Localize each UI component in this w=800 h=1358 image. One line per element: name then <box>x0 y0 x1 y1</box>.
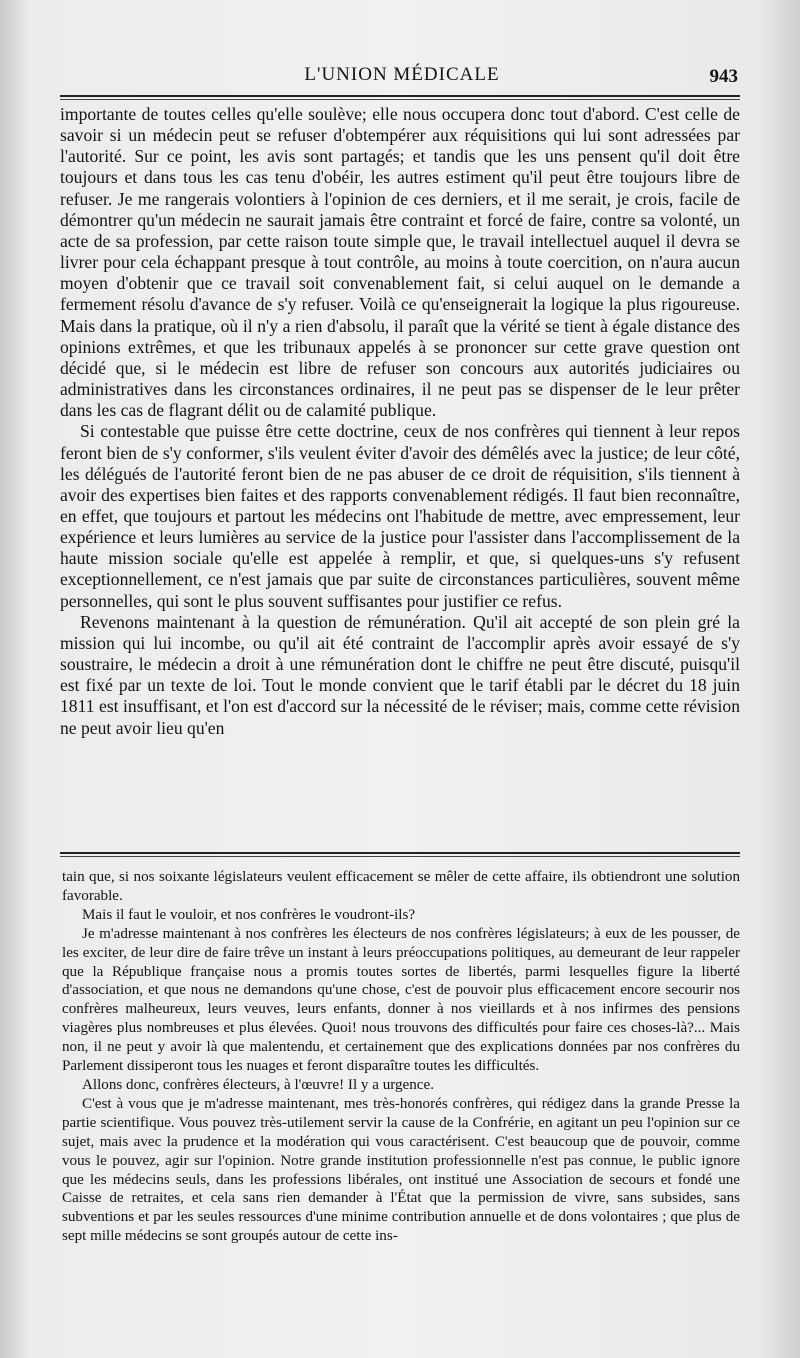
footnote-continuation: tain que, si nos soixante législateurs veulent efficacement se mêler de cette affaire, ils obtiendront une solution favorable. <box>62 869 740 904</box>
footnote-paragraph: Mais il faut le vouloir, et nos confrères le voudront-ils? <box>82 906 416 923</box>
main-text <box>60 104 740 739</box>
footnote-section <box>62 868 740 1246</box>
page-header <box>62 64 742 94</box>
footnote-paragraph: C'est à vous que je m'adresse maintenant, mes très-honorés confrères, qui rédigez dans la grande Presse la partie scientifique. Vous pouvez très-utilement servir la cause de la Confrérie, en agitant un peu l'opinion sur ce sujet, mais avec la prudence et la modération qui vous caractérisent. C'est beaucoup que de pouvoir, comme vous le pouvez, agir sur l'opinion. Notre grande institution professionnelle n'est pas connue, le public ignore que les médecins seuls, dans les professions libérales, ont institué une Association de secours et fondé une Caisse de retraites, et cela sans rien demander à l'État que la permission de vivre, sans subsides, sans subventions et par les seules ressources d'une minime contribution annuelle et de dons volontaires ; que plus de sept mille médecins se sont groupés autour de cette ins- <box>62 1095 740 1245</box>
footnote-paragraph: Je m'adresse maintenant à nos confrères les électeurs de nos confrères législateurs; à eux de les pousser, de les exciter, de leur dire de faire trêve un instant à leurs préoccupations politiques, au demeurant de leur rappeler que la République française nous a promis toutes sortes de libertés, parmi lesquelles figure la liberté d'association, et que nous ne demandons qu'une chose, c'est de pouvoir plus efficacement encore secourir nos confrères malheureux, leurs veuves, leurs enfants, donner à nos vieillards et à nos infirmes des pensions viagères plus nombreuses et plus élevées. Quoi! nous trouvons des difficultés pour faire ces choses-là?... Mais non, il ne peut y avoir là que malentendu, et certainement que des explications données par nos confrères du Parlement dissiperont tous les nuages et feront disparaître toutes les difficultés. <box>62 925 740 1075</box>
paragraph: importante de toutes celles qu'elle soulève; elle nous occupera donc tout d'abord. C'est celle de savoir si un médecin peut se refuser d'obtempérer aux réquisitions qui lui sont adressées par l'autorité. Sur ce point, les avis sont partagés; et tandis que les uns pensent qu'il doit être toujours et dans tous les cas tenu d'obéir, les autres estiment qu'il peut être toujours libre de refuser. Je me rangerais volontiers à l'opinion de ces derniers, et il me serait, je crois, facile de démontrer qu'un médecin ne saurait jamais être contraint et forcé de faire, contre sa volonté, un acte de sa profession, par cette raison toute simple que, le travail intellectuel auquel il devra se livrer pour cela échappant presque à tout contrôle, au moins à toute coercition, on n'aura aucun moyen d'obtenir que ce travail soit convenablement fait, si celui auquel on le demande a fermement résolu d'avance de s'y refuser. Voilà ce qu'enseignerait la logique la plus rigoureuse. Mais dans la pratique, où il n'y a rien d'absolu, il paraît que la vérité se tient à égale distance des opinions extrêmes, et que les tribunaux appelés à se prononcer sur cette grave question ont décidé que, si le médecin est libre de refuser son concours aux autorités judiciaires ou administratives dans les circonstances ordinaires, il ne peut pas se dispenser de le leur prêter dans les cas de flagrant délit ou de calamité publique. <box>60 104 740 421</box>
header-rule <box>60 95 740 100</box>
paragraph: Si contestable que puisse être cette doctrine, ceux de nos confrères qui tiennent à leur repos feront bien de s'y conformer, s'ils veulent éviter d'avoir des démêlés avec la justice; de leur côté, les délégués de l'autorité feront bien de ne pas abuser de ce droit de réquisition, s'ils tiennent à avoir des expertises bien faites et des rapports convenablement rédigés. Il faut bien reconnaître, en effet, que toujours et partout les médecins ont l'habitude de mettre, avec empressement, leur expérience et leurs lumières au service de la justice pour l'assister dans l'accomplissement de la haute mission sociale qu'elle est appelée à remplir, et que, si quelques-uns s'y refusent exceptionnellement, ce n'est jamais que par suite de circonstances particulières, souvent même personnelles, qui sont le plus souvent suffisantes pour justifier ce refus. <box>60 421 740 611</box>
footnote-paragraph: Allons donc, confrères électeurs, à l'œuvre! Il y a urgence. <box>82 1076 434 1093</box>
running-title: L'UNION MÉDICALE <box>304 64 500 85</box>
paragraph: Revenons maintenant à la question de rémunération. Qu'il ait accepté de son plein gré la mission qui lui incombe, ou qu'il ait été contraint de l'accomplir après avoir essayé de s'y soustraire, le médecin a droit à une rémunération dont le chiffre ne peut être discuté, puisqu'il est fixé par un texte de loi. Tout le monde convient que le tarif établi par le décret du 18 juin 1811 est insuffisant, et l'on est d'accord sur la nécessité de le réviser; mais, comme cette révision ne peut avoir lieu qu'en <box>60 611 740 738</box>
footnote-rule <box>60 852 740 857</box>
page-number: 943 <box>709 66 738 87</box>
